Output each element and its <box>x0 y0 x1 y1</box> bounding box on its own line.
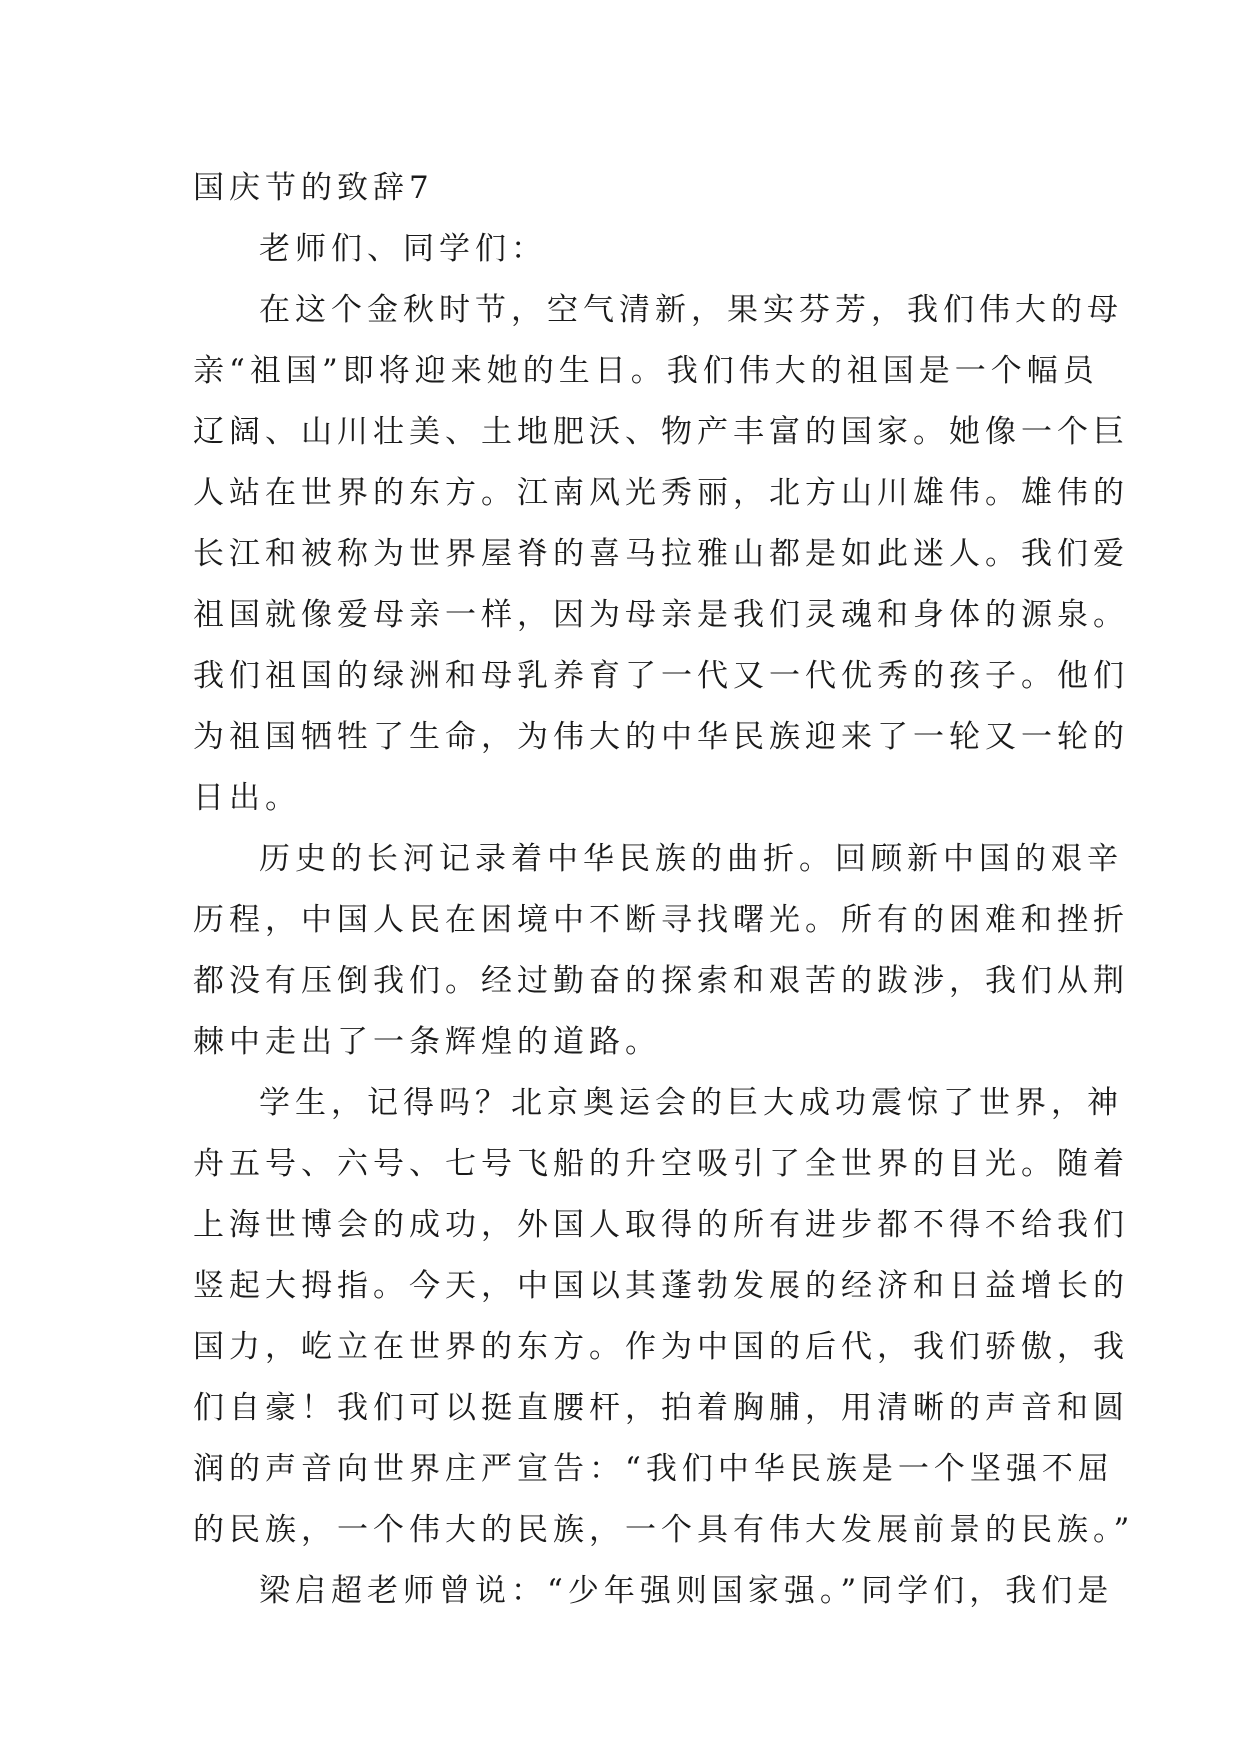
salutation-line: 老师们、同学们： <box>259 231 547 267</box>
paragraph-line: 梁启超老师曾说：“少年强则国家强。”同学们，我们是 <box>259 1573 1114 1609</box>
paragraph-line: 祖国就像爱母亲一样，因为母亲是我们灵魂和身体的源泉。 <box>193 597 1129 633</box>
paragraph-line: 棘中走出了一条辉煌的道路。 <box>193 1024 661 1060</box>
paragraph-line: 国力，屹立在世界的东方。作为中国的后代，我们骄傲，我 <box>193 1329 1129 1365</box>
paragraph-line: 的民族，一个伟大的民族，一个具有伟大发展前景的民族。” <box>193 1512 1135 1548</box>
paragraph-line: 都没有压倒我们。经过勤奋的探索和艰苦的跋涉，我们从荆 <box>193 963 1129 999</box>
paragraph-line: 润的声音向世界庄严宣告：“我们中华民族是一个坚强不屈 <box>193 1451 1114 1487</box>
paragraph-line: 亲“祖国”即将迎来她的生日。我们伟大的祖国是一个幅员 <box>193 353 1099 389</box>
paragraph-line: 我们祖国的绿洲和母乳养育了一代又一代优秀的孩子。他们 <box>193 658 1129 694</box>
paragraph-line: 舟五号、六号、七号飞船的升空吸引了全世界的目光。随着 <box>193 1146 1129 1182</box>
paragraph-line: 为祖国牺牲了生命，为伟大的中华民族迎来了一轮又一轮的 <box>193 719 1129 755</box>
paragraph-line: 上海世博会的成功，外国人取得的所有进步都不得不给我们 <box>193 1207 1129 1243</box>
paragraph-line: 竖起大拇指。今天，中国以其蓬勃发展的经济和日益增长的 <box>193 1268 1129 1304</box>
document-body <box>193 158 1135 1622</box>
paragraph-line: 学生，记得吗？北京奥运会的巨大成功震惊了世界，神 <box>259 1085 1123 1121</box>
paragraph-line: 们自豪！我们可以挺直腰杆，拍着胸脯，用清晰的声音和圆 <box>193 1390 1129 1426</box>
paragraph-line: 辽阔、山川壮美、土地肥沃、物产丰富的国家。她像一个巨 <box>193 414 1129 450</box>
paragraph-line: 历史的长河记录着中华民族的曲折。回顾新中国的艰辛 <box>259 841 1123 877</box>
paragraph-line: 日出。 <box>193 780 301 816</box>
paragraph-line: 长江和被称为世界屋脊的喜马拉雅山都是如此迷人。我们爱 <box>193 536 1129 572</box>
paragraph-line: 历程，中国人民在困境中不断寻找曙光。所有的困难和挫折 <box>193 902 1129 938</box>
paragraph-line: 人站在世界的东方。江南风光秀丽，北方山川雄伟。雄伟的 <box>193 475 1129 511</box>
paragraph-line: 在这个金秋时节，空气清新，果实芬芳，我们伟大的母 <box>259 292 1123 328</box>
document-title: 国庆节的致辞7 <box>193 170 434 206</box>
